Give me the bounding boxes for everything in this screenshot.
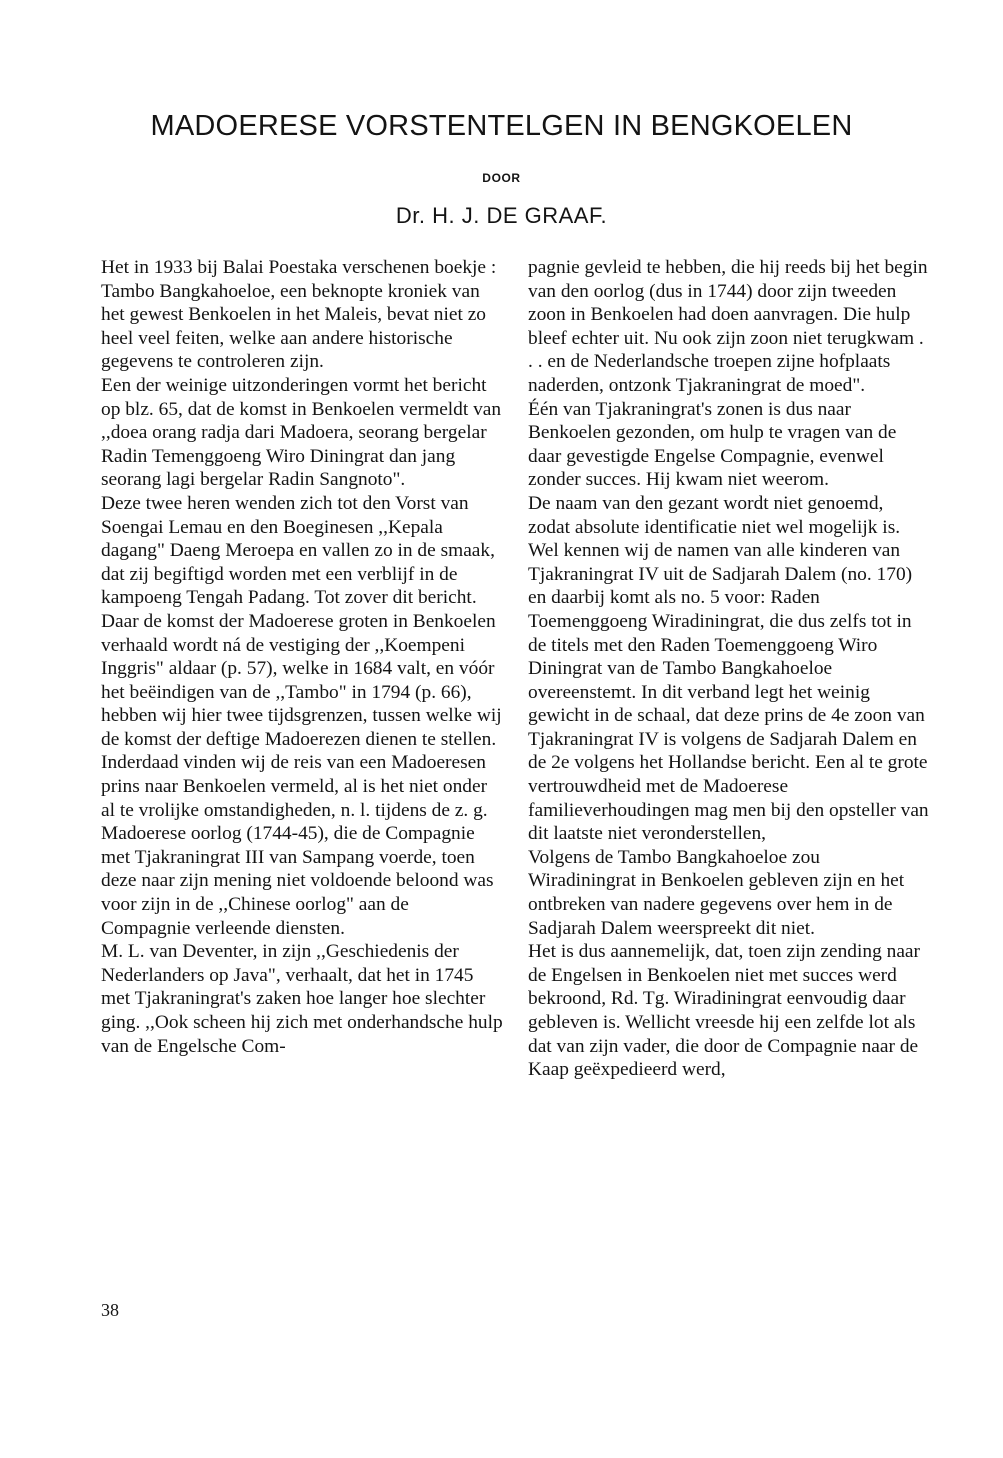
paragraph: De naam van den gezant wordt niet genoemd, zodat absolute identificatie niet wel mogelijk is. Wel kennen wij de namen van alle kinderen van Tjakraningrat IV uit de Sadjarah Dalem (no. 170) en daarbij komt als no. 5 voor: Raden Toemenggoeng Wiradiningrat, die dus zelfs tot in de titels met den Raden Toemenggoeng Wiro Diningrat van de Tambo Bangkahoeloe overeenstemt. In dit verband legt het weinig gewicht in de schaal, dat deze prins de 4e zoon van Tjakraningrat IV is volgens de Sadjarah Dalem en de 2e volgens het Hollandse bericht. Een al te grote vertrouwdheid met de Madoerese familieverhoudingen mag men bij den opsteller van dit laatste niet veronderstellen,: [528, 492, 929, 845]
paragraph: Deze twee heren wenden zich tot den Vorst van Soengai Lemau en den Boeginesen ,,Kepala dagang" Daeng Meroepa en vallen zo in de smaak, dat zij begiftigd worden met een verblijf in de kampoeng Tengah Padang. Tot zover dit bericht. Daar de komst der Madoerese groten in Benkoelen verhaald wordt ná de vestiging der ,,Koempeni Inggris" aldaar (p. 57), welke in 1684 valt, en vóór het beëindigen van de ,,Tambo" in 1794 (p. 66), hebben wij hier twee tijdsgrenzen, tussen welke wij de komst der deftige Madoerezen dienen te stellen.: [101, 492, 502, 750]
byline-label: DOOR: [482, 171, 521, 185]
paragraph: Inderdaad vinden wij de reis van een Madoeresen prins naar Benkoelen vermeld, al is het niet onder al te vrolijke omstandigheden, n. l. tijdens de z. g. Madoerese oorlog (1744-45), die de Compagnie met Tjakraningrat III van Sampang voerde, toen deze naar zijn mening niet voldoende beloond was voor zijn in de ,,Chinese oorlog" aan de Compagnie verleende diensten.: [101, 752, 494, 939]
paragraph: Een der weinige uitzonderingen vormt het bericht op blz. 65, dat de komst in Benkoelen vermeldt van ,,doea orang radja dari Madoera, seorang bergelar Radin Temenggoeng Wiro Diningrat dan jang seorang lagi bergelar Radin Sangnoto".: [101, 374, 502, 491]
right-column: [528, 256, 930, 1082]
author-name: Dr. H. J. DE GRAAF.: [395, 203, 608, 228]
page-number: 38: [101, 1300, 119, 1320]
paragraph: Het in 1933 bij Balai Poestaka verschenen boekje : Tambo Bangkahoeloe, een beknopte kroniek van het gewest Benkoelen in het Maleis, bevat niet zo heel veel feiten, welke aan andere historische gegevens te controleren zijn.: [101, 257, 497, 373]
paragraph: M. L. van Deventer, in zijn ,,Geschiedenis der Nederlanders op Java", verhaalt, dat het in 1745 met Tjakraningrat's zaken hoe langer hoe slechter ging. ,,Ook scheen hij zich met onderhandsche hulp van de Engelsche Com-: [101, 941, 503, 1057]
paragraph: pagnie gevleid te hebben, die hij reeds bij het begin van den oorlog (dus in 1744) door zijn tweeden zoon in Benkoelen had doen aanvragen. Die hulp bleef echter uit. Nu ook zijn zoon niet terugkwam . . . en de Nederlandsche troepen zijne hofplaats naderden, ontzonk Tjakraningrat de moed".: [528, 257, 928, 396]
paragraph: Volgens de Tambo Bangkahoeloe zou Wiradiningrat in Benkoelen gebleven zijn en het ontbreken van nadere gegevens over hem in de Sadjarah Dalem weerspreekt dit niet.: [528, 846, 905, 939]
paragraph: Het is dus aannemelijk, dat, toen zijn zending naar de Engelsen in Benkoelen niet met succes werd bekroond, Rd. Tg. Wiradiningrat eenvoudig daar gebleven is. Wellicht vreesde hij een zelfde lot als dat van zijn vader, die door de Compagnie naar de Kaap geëxpedieerd werd,: [528, 941, 920, 1081]
article-title: MADOERESE VORSTENTELGEN IN BENGKOELEN: [150, 110, 853, 142]
paragraph: Één van Tjakraningrat's zonen is dus naar Benkoelen gezonden, om hulp te vragen van de daar gevestigde Engelse Compagnie, evenwel zonder succes. Hij kwam niet weerom.: [528, 398, 897, 491]
left-column: [101, 256, 503, 1058]
